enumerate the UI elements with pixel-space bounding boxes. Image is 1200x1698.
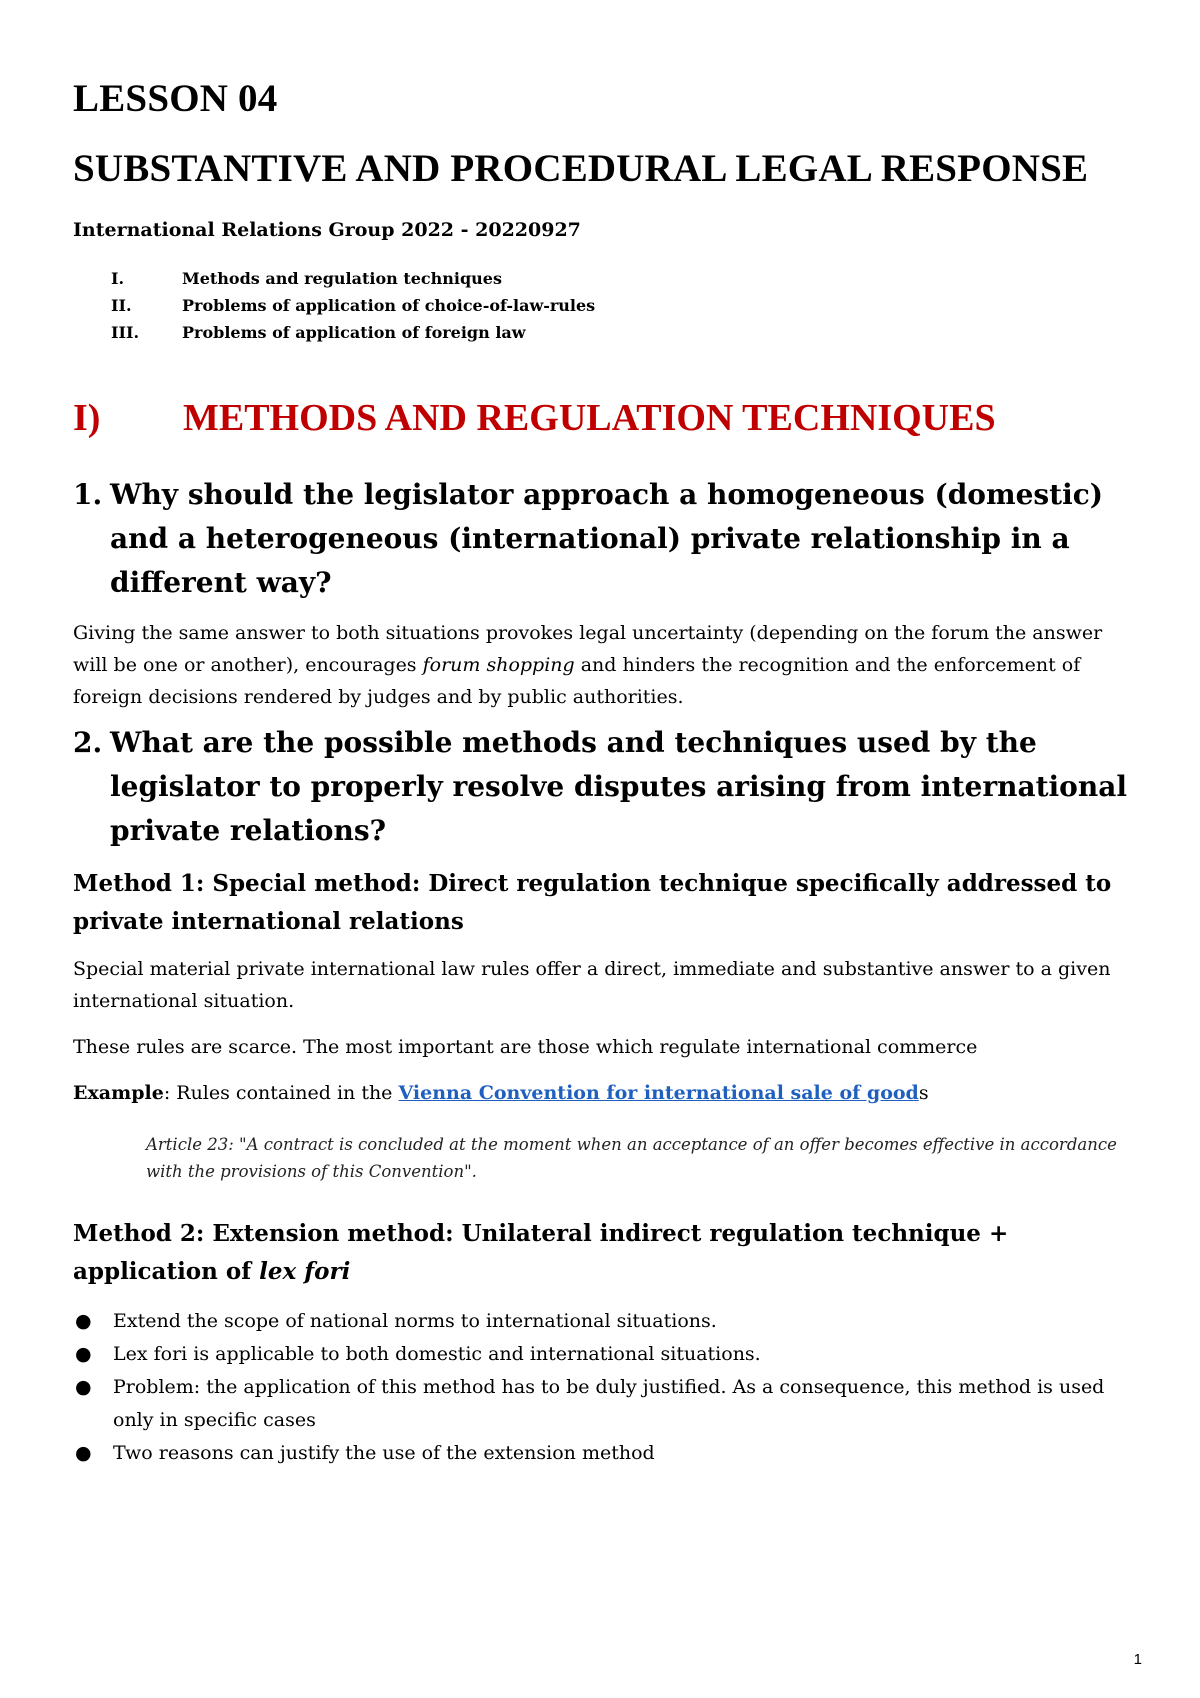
answer-italic-term: forum shopping: [422, 653, 575, 676]
document-title: SUBSTANTIVE AND PROCEDURAL LEGAL RESPONSE: [73, 146, 1089, 190]
method-1-paragraph: These rules are scarce. The most important are those which regulate international commerce: [73, 1035, 978, 1058]
list-item-text: Two reasons can justify the use of the extension method: [113, 1441, 655, 1464]
document-page: [73, 78, 1138, 1470]
document-subtitle: International Relations Group 2022 - 20220927: [73, 218, 581, 241]
bullet-icon: ●: [75, 1375, 92, 1398]
toc-item-label: Methods and regulation techniques: [182, 268, 502, 288]
question-number: 2.: [73, 725, 103, 759]
method-1-heading: Method 1: Special method: Direct regulation technique specifically addressed to private international relations: [73, 869, 1112, 935]
list-item-text: Problem: the application of this method has to be duly justified. As a consequence, this method is used only in specific cases: [113, 1375, 1105, 1431]
section-number: I): [73, 396, 101, 439]
list-item: [73, 1338, 1138, 1371]
toc-item-label: Problems of application of foreign law: [182, 322, 526, 342]
method-1-paragraph: Special material private international law rules offer a direct, immediate and substantive answer to a given international situation.: [73, 957, 1111, 1012]
list-item-text: Extend the scope of national norms to international situations.: [113, 1309, 717, 1332]
toc-item-label: Problems of application of choice-of-law-rules: [182, 295, 596, 315]
answer-text-start: Giving the same answer to both situations provokes legal uncertainty (depending on the forum the answer will be one or another), encourages: [73, 621, 1103, 676]
page-number: 1: [1133, 1651, 1142, 1668]
question-text: Why should the legislator approach a homogeneous (domestic) and a heterogeneous (international) private relationship in a different way?: [110, 477, 1104, 599]
answer-paragraph: [73, 617, 1138, 713]
table-of-contents: [111, 265, 1138, 346]
method-2-heading-text: Method 2: Extension method: Unilateral indirect regulation technique + application of: [73, 1219, 1009, 1285]
example-tail: s: [918, 1081, 929, 1104]
bullet-icon: ●: [75, 1441, 92, 1464]
question-text: What are the possible methods and techniques used by the legislator to properly resolve disputes arising from international private relations?: [110, 725, 1127, 847]
section-title: METHODS AND REGULATION TECHNIQUES: [183, 396, 996, 439]
question-number: 1.: [73, 477, 103, 511]
toc-item-number: I.: [111, 268, 125, 288]
question-2: [73, 721, 1138, 853]
section-heading: [73, 398, 1138, 440]
list-item: [73, 1305, 1138, 1338]
method-2-bullet-list: [73, 1305, 1138, 1470]
method-2-heading: [73, 1215, 1138, 1291]
bullet-icon: ●: [75, 1342, 92, 1365]
example-line: [73, 1077, 1138, 1109]
list-item: [73, 1371, 1138, 1437]
method-2-heading-italic: lex fori: [259, 1257, 351, 1285]
bullet-icon: ●: [75, 1309, 92, 1332]
list-item-text: Lex fori is applicable to both domestic and international situations.: [113, 1342, 761, 1365]
toc-item-number: II.: [111, 295, 132, 315]
list-item: [73, 1437, 1138, 1470]
example-text: : Rules contained in the: [163, 1081, 399, 1104]
lesson-heading: LESSON 04: [73, 77, 278, 120]
answer-text-end: and hinders the recognition and the enforcement of foreign decisions rendered by judges and by public authorities.: [73, 653, 1081, 708]
toc-item: [111, 265, 1138, 292]
toc-item: [111, 292, 1138, 319]
toc-item: [111, 319, 1138, 346]
question-1: [73, 473, 1138, 605]
vienna-convention-link[interactable]: Vienna Convention for international sale of good: [398, 1081, 919, 1104]
example-label: Example: [73, 1081, 164, 1104]
toc-item-number: III.: [111, 322, 140, 342]
article-quote: Article 23: "A contract is concluded at the moment when an acceptance of an offer becomes effective in accordance with the provisions of this Convention".: [146, 1134, 1117, 1181]
